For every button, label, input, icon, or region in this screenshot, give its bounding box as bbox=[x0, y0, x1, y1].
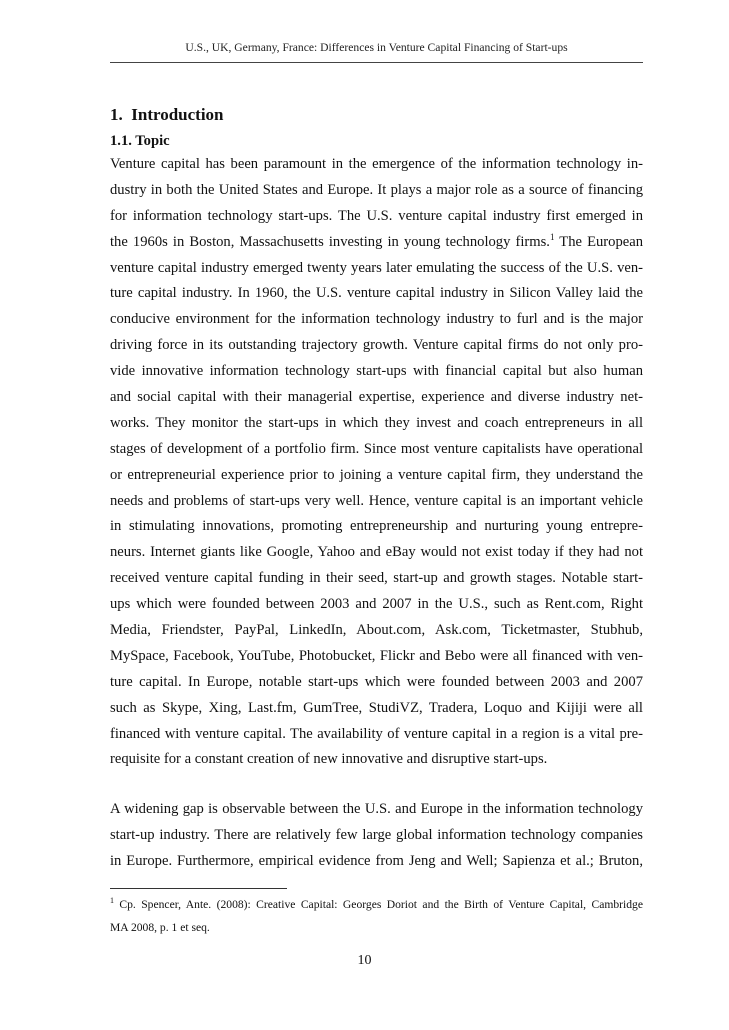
paragraph-2 bbox=[110, 797, 643, 875]
section-title: 1. Introduction bbox=[110, 105, 224, 124]
text-line: dustry in both the United States and Europe. It plays a major role as a source of financing bbox=[110, 181, 643, 198]
text-line: driving force in its outstanding trajectory growth. Venture capital firms do not only pro- bbox=[110, 337, 643, 354]
footnote-marker: 1 bbox=[110, 896, 114, 906]
subsection-title: 1.1. Topic bbox=[110, 133, 170, 149]
text-line: start-up industry. There are relatively few large global information technology companies bbox=[110, 827, 643, 844]
paragraph-1 bbox=[110, 152, 643, 773]
text-line-tail: The European bbox=[554, 233, 644, 250]
text-line: requisite for a constant creation of new innovative and disruptive start-ups. bbox=[110, 751, 548, 768]
text-line: works. They monitor the start-ups in which they invest and coach entrepreneurs in all bbox=[110, 414, 643, 431]
footnote-reference[interactable]: 1 bbox=[549, 231, 555, 242]
text-line: Venture capital has been paramount in the emergence of the information technology in- bbox=[110, 156, 643, 172]
text-line: vide innovative information technology start-ups with financial capital but also human bbox=[110, 363, 643, 380]
footnote-line bbox=[110, 893, 643, 916]
footnote-text: Cp. Spencer, Ante. (2008): Creative Capital: Georges Doriot and the Birth of Venture Capital, Cambridge bbox=[114, 898, 643, 911]
running-header: U.S., UK, Germany, France: Differences in Venture Capital Financing of Start-ups bbox=[185, 41, 568, 54]
text-line: in stimulating innovations, promoting entrepreneurship and nurturing young entrepre- bbox=[110, 518, 643, 535]
text-line: A widening gap is observable between the U.S. and Europe in the information technology bbox=[110, 801, 643, 818]
text-line: stages of development of a portfolio firm. Since most venture capitalists have operational bbox=[110, 440, 643, 457]
text-line: or entrepreneurial experience prior to joining a venture capital firm, they understand the bbox=[110, 466, 643, 483]
header-rule bbox=[110, 62, 643, 63]
text-line-with-footnote bbox=[110, 230, 643, 256]
page-content bbox=[110, 103, 643, 875]
text-line: venture capital industry emerged twenty years later emulating the success of the U.S. ven- bbox=[110, 259, 643, 276]
text-line: conducive environment for the information technology industry to furl and is the major bbox=[110, 311, 643, 328]
text-line: received venture capital funding in their seed, start-up and growth stages. Notable start- bbox=[110, 570, 643, 587]
text-line-start: the 1960s in Boston, Massachusetts investing in young technology firms. bbox=[110, 233, 550, 250]
text-line: neurs. Internet giants like Google, Yahoo and eBay would not exist today if they had not bbox=[110, 544, 643, 561]
text-line: and social capital with their managerial expertise, experience and diverse industry net- bbox=[110, 389, 643, 406]
text-line: in Europe. Furthermore, empirical evidence from Jeng and Well; Sapienza et al.; Bruton, bbox=[110, 853, 643, 870]
text-line: such as Skype, Xing, Last.fm, GumTree, StudiVZ, Tradera, Loquo and Kijiji were all bbox=[110, 699, 643, 716]
text-line: ture capital industry. In 1960, the U.S. venture capital industry in Silicon Valley laid the bbox=[110, 285, 643, 302]
page-number: 10 bbox=[357, 953, 372, 968]
footnote bbox=[110, 893, 643, 939]
text-line: financed with venture capital. The availability of venture capital in a region is a vital pre- bbox=[110, 725, 643, 742]
text-line: for information technology start-ups. The U.S. venture capital industry first emerged in bbox=[110, 207, 643, 224]
footnote-rule bbox=[110, 888, 287, 889]
text-line: ups which were founded between 2003 and 2007 in the U.S., such as Rent.com, Right bbox=[110, 596, 643, 613]
text-line: needs and problems of start-ups very well. Hence, venture capital is an important vehicle bbox=[110, 492, 643, 509]
text-line: MySpace, Facebook, YouTube, Photobucket, Flickr and Bebo were all financed with ven- bbox=[110, 647, 643, 664]
text-line: Media, Friendster, PayPal, LinkedIn, About.com, Ask.com, Ticketmaster, Stubhub, bbox=[110, 622, 643, 639]
text-line: ture capital. In Europe, notable start-ups which were founded between 2003 and 2007 bbox=[110, 673, 643, 690]
footnote-line: MA 2008, p. 1 et seq. bbox=[110, 921, 210, 934]
